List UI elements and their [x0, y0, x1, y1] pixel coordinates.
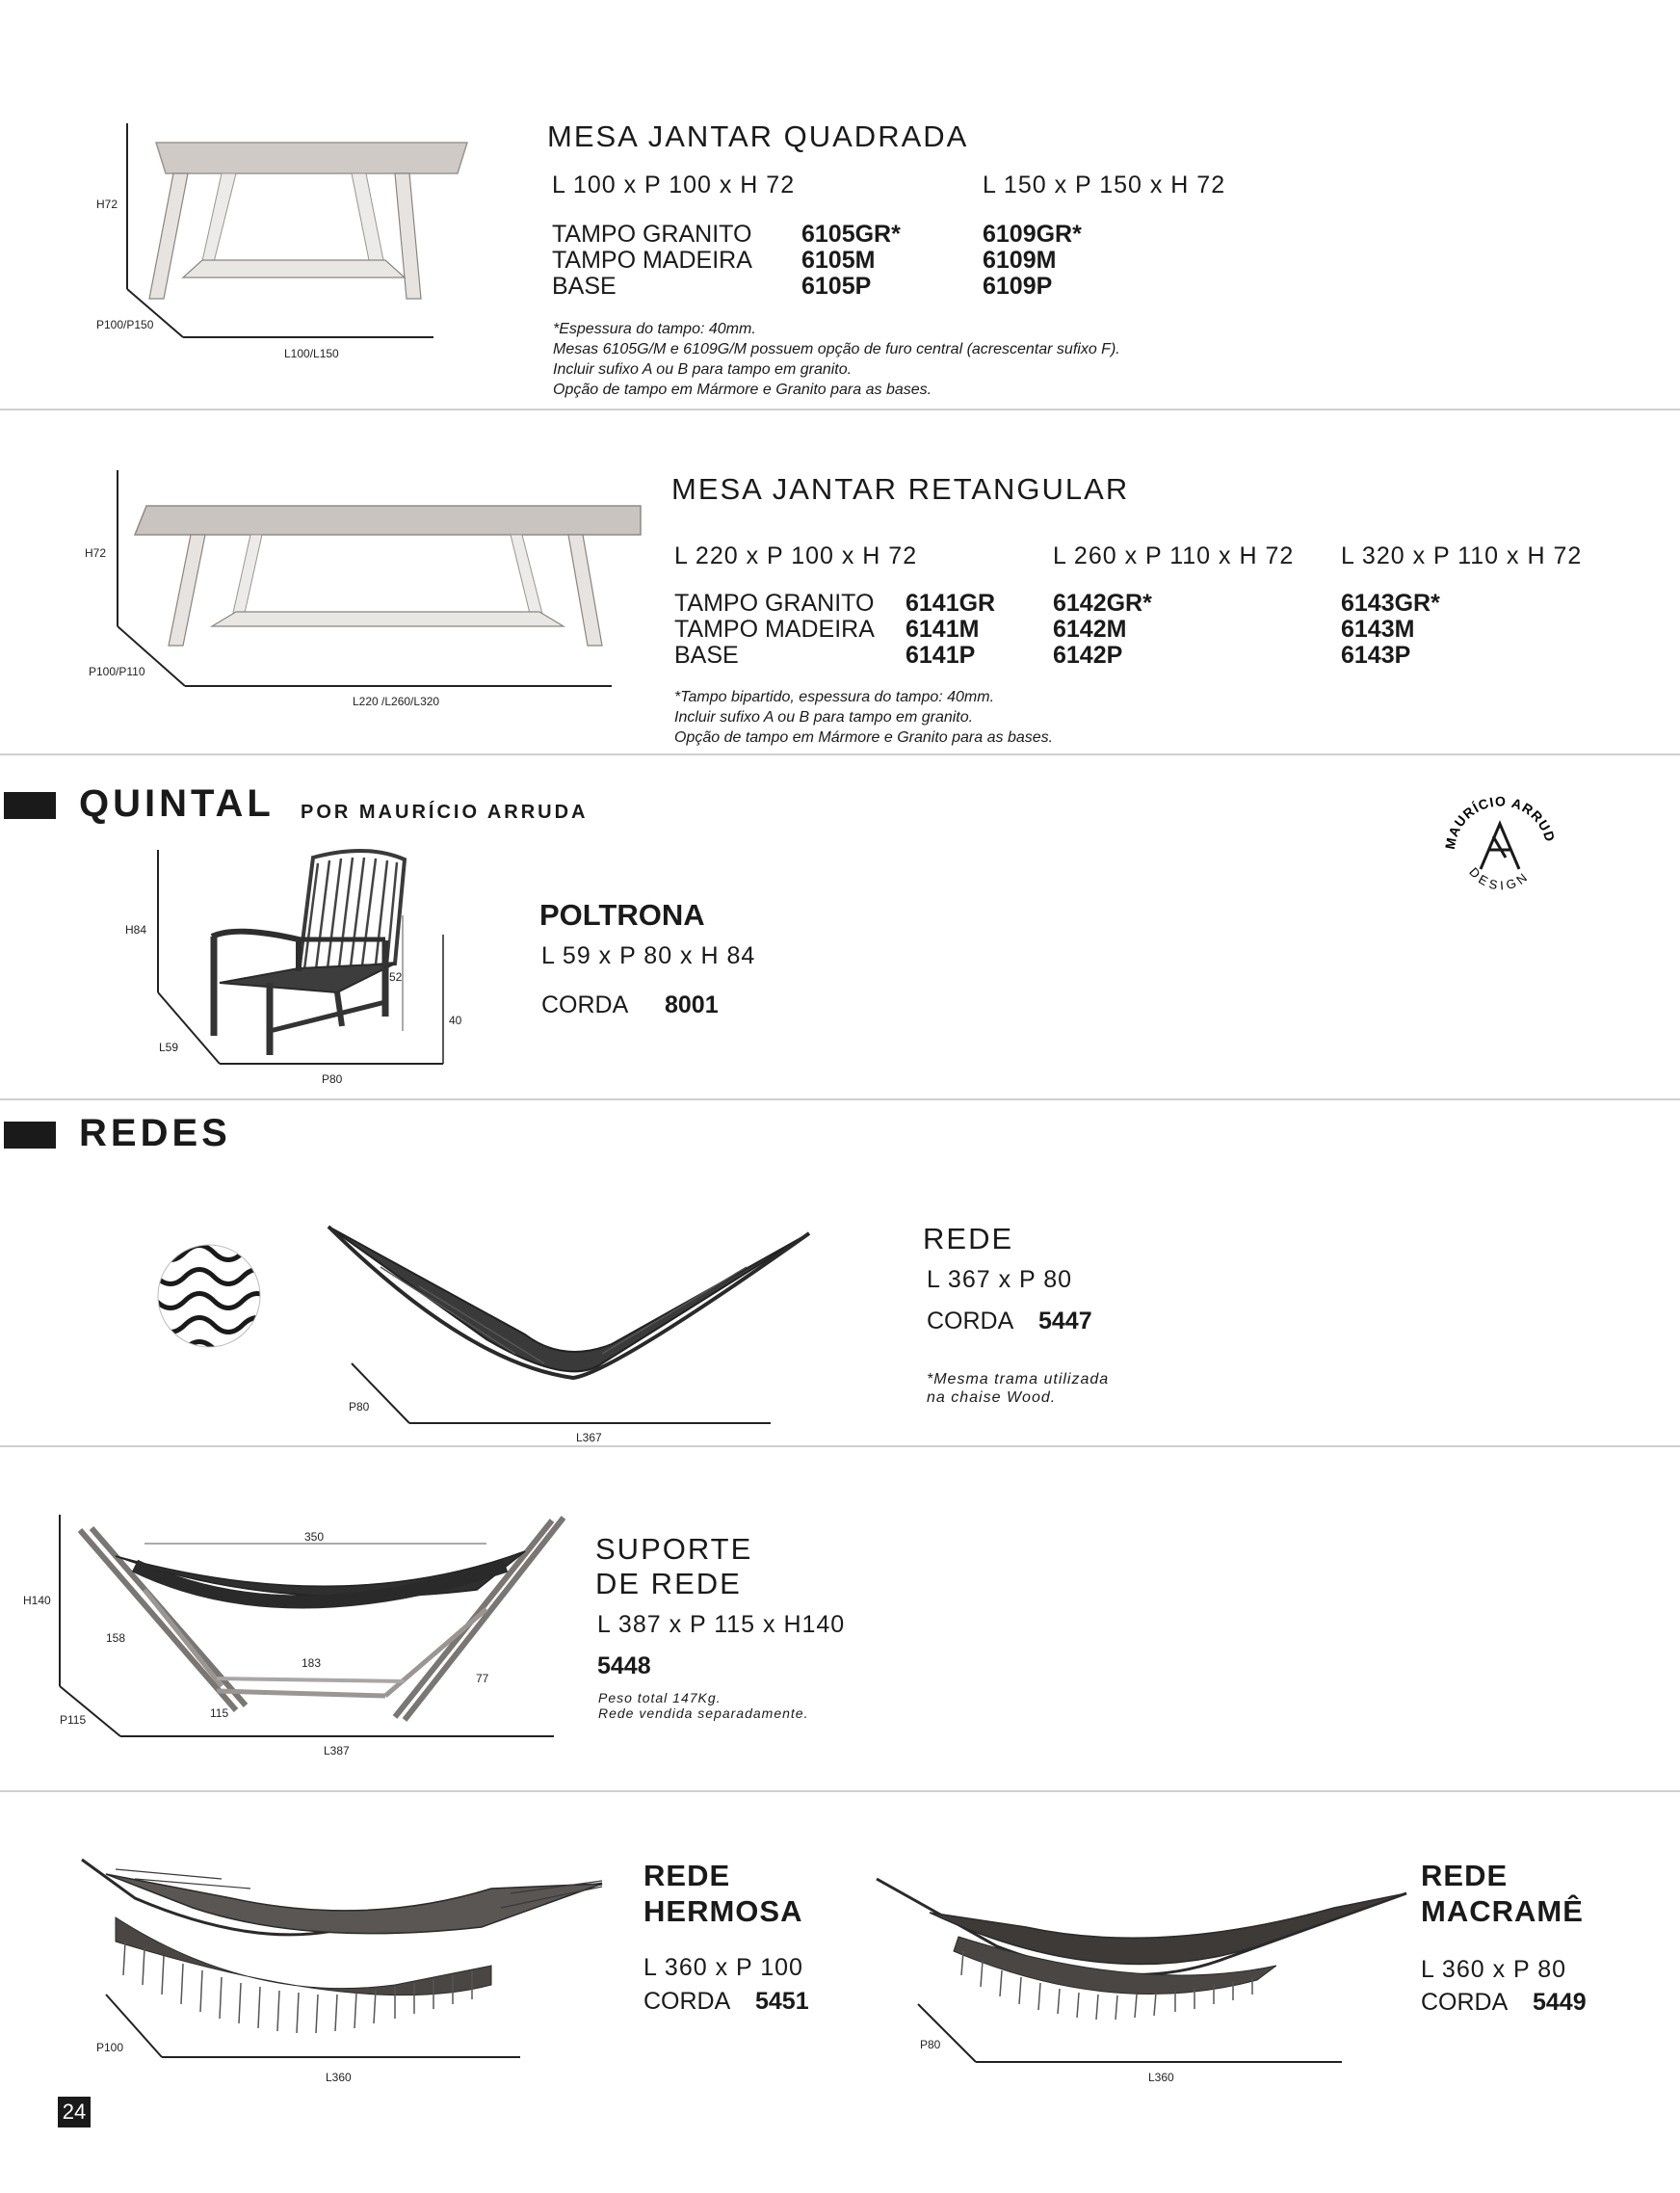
dim-length: L387: [324, 1744, 350, 1757]
code-base: 6105P: [801, 273, 872, 300]
code-base: 6143P: [1341, 642, 1411, 669]
svg-text:DESIGN: [1466, 864, 1533, 893]
notes: [598, 1690, 808, 1721]
hermosa-drawing: [77, 1850, 617, 2072]
code-base: 6109P: [983, 273, 1053, 300]
notes: [553, 319, 1120, 400]
title-line-2: DE REDE: [595, 1567, 742, 1600]
page-number: 24: [58, 2097, 91, 2127]
code-granito: 6143GR*: [1341, 590, 1440, 617]
code-column-c: [1341, 591, 1440, 669]
note-line: Peso total 147Kg.: [598, 1690, 722, 1705]
product-title: [595, 1532, 752, 1601]
size-option-1: L 100 x P 100 x H 72: [552, 172, 796, 198]
notes: [927, 1370, 1109, 1407]
designer-credit: POR MAURÍCIO ARRUDA: [301, 802, 589, 823]
label-tampo-granito: TAMPO GRANITO: [674, 590, 875, 617]
note-line: Mesas 6105G/M e 6109G/M possuem opção de furo central (acrescentar sufixo F).: [553, 341, 1120, 357]
dim-middle: 183: [302, 1656, 322, 1670]
dim-length: L360: [1148, 2071, 1174, 2084]
note-line: Incluir sufixo A ou B para tampo em granito.: [674, 709, 974, 726]
product-title: POLTRONA: [539, 898, 705, 932]
dim-depth: P100/P150: [96, 318, 154, 331]
code-granito: 6141GR: [906, 590, 996, 617]
code-madeira: 6143M: [1341, 616, 1415, 643]
label-base: BASE: [674, 642, 739, 669]
label-tampo-madeira: TAMPO MADEIRA: [674, 616, 875, 643]
label-column: [552, 222, 752, 300]
section-title: QUINTAL: [79, 782, 275, 825]
dim-foot: 115: [210, 1706, 229, 1720]
dim-height: H72: [96, 198, 118, 211]
note-line: *Mesma trama utilizada: [927, 1371, 1110, 1387]
dim-height: H140: [23, 1594, 51, 1607]
dim-width: L59: [159, 1041, 179, 1054]
product-title: REDE: [923, 1222, 1014, 1255]
code-base: 6141P: [906, 642, 976, 669]
note-line: *Espessura do tampo: 40mm.: [553, 321, 756, 337]
material-label: CORDA: [927, 1308, 1014, 1334]
dim-length: L360: [326, 2071, 352, 2084]
product-title: [1421, 1858, 1584, 1929]
title-line-1: REDE: [1421, 1859, 1509, 1892]
product-size: L 360 x P 100: [643, 1954, 803, 1981]
code-madeira: 6109M: [983, 247, 1057, 274]
title-line-1: SUPORTE: [595, 1532, 753, 1566]
material-label: CORDA: [541, 991, 629, 1018]
code-granito: 6142GR*: [1053, 590, 1152, 617]
divider: [0, 1445, 1680, 1447]
product-size: L 367 x P 80: [927, 1266, 1073, 1293]
label-column: [674, 591, 875, 669]
divider: [0, 409, 1680, 410]
product-code: 5448: [597, 1652, 651, 1679]
mesa-retangular-drawing: [77, 462, 655, 703]
logo-text: MAURÍCIO ARRUDA: [1434, 778, 1559, 851]
dim-length: L367: [576, 1431, 602, 1444]
code-column-a: [906, 591, 995, 669]
dim-length: L100/L150: [284, 347, 339, 360]
dim-leg: 77: [476, 1672, 489, 1685]
dim-length: L220 /L260/L320: [353, 695, 440, 708]
dim-height: H72: [85, 546, 107, 560]
dim-height: H84: [125, 923, 147, 937]
suporte-drawing: [53, 1513, 592, 1744]
product-size: L 387 x P 115 x H140: [597, 1611, 846, 1638]
dim-depth: P115: [60, 1713, 87, 1727]
dim-arm-height: 40: [449, 1014, 462, 1027]
product-code: 5451: [755, 1988, 809, 2015]
dim-depth: P80: [920, 2038, 941, 2051]
product-title: MESA JANTAR RETANGULAR: [671, 472, 1130, 506]
code-granito: 6109GR*: [983, 221, 1082, 248]
size-option-1: L 220 x P 100 x H 72: [674, 542, 918, 569]
divider: [0, 1098, 1680, 1100]
dim-depth: P80: [349, 1400, 370, 1414]
material-label: CORDA: [643, 1988, 731, 2015]
note-line: Rede vendida separadamente.: [598, 1705, 809, 1721]
section-title: REDES: [79, 1112, 231, 1154]
code-column-b: [1053, 591, 1152, 669]
section-marker: [4, 1122, 56, 1149]
code-madeira: 6105M: [801, 247, 876, 274]
label-tampo-madeira: TAMPO MADEIRA: [552, 247, 752, 274]
product-title: [643, 1858, 802, 1929]
rede-drawing: [323, 1219, 824, 1431]
code-base: 6142P: [1053, 642, 1123, 669]
section-marker: [4, 792, 56, 819]
divider: [0, 753, 1680, 755]
note-line: Opção de tampo em Mármore e Granito para as bases.: [674, 729, 1054, 746]
product-code: 8001: [665, 991, 719, 1018]
note-line: Opção de tampo em Mármore e Granito para as bases.: [553, 382, 932, 398]
note-line: *Tampo bipartido, espessura do tampo: 40mm.: [674, 689, 995, 705]
code-column-b: [983, 222, 1082, 300]
title-line-1: REDE: [643, 1859, 731, 1892]
rope-texture-swatch: [156, 1243, 262, 1349]
code-madeira: 6142M: [1053, 616, 1127, 643]
dim-side: 158: [106, 1631, 126, 1645]
poltrona-drawing: [144, 848, 482, 1079]
product-title: MESA JANTAR QUADRADA: [547, 119, 969, 153]
code-granito: 6105GR*: [801, 221, 901, 248]
product-size: L 360 x P 80: [1421, 1956, 1567, 1983]
size-option-2: L 150 x P 150 x H 72: [983, 172, 1226, 198]
dim-seat-height: 52: [389, 970, 403, 984]
note-line: na chaise Wood.: [927, 1389, 1057, 1406]
product-size: L 59 x P 80 x H 84: [541, 942, 756, 969]
dim-top-span: 350: [304, 1530, 325, 1544]
material-label: CORDA: [1421, 1989, 1509, 2016]
divider: [0, 1790, 1680, 1792]
notes: [674, 687, 1053, 748]
size-option-2: L 260 x P 110 x H 72: [1053, 542, 1295, 569]
label-tampo-granito: TAMPO GRANITO: [552, 221, 752, 248]
code-madeira: 6141M: [906, 616, 980, 643]
product-code: 5449: [1533, 1989, 1587, 2016]
dim-depth: P80: [322, 1072, 343, 1086]
title-line-2: HERMOSA: [643, 1894, 803, 1928]
label-base: BASE: [552, 273, 617, 300]
macrame-drawing: [872, 1860, 1411, 2072]
title-line-2: MACRAMÊ: [1421, 1894, 1584, 1928]
logo-subtext: DESIGN: [1466, 864, 1534, 893]
dim-depth: P100/P110: [89, 665, 145, 678]
dim-depth: P100: [96, 2041, 124, 2054]
designer-logo: [1434, 778, 1565, 906]
product-code: 5447: [1038, 1308, 1092, 1334]
note-line: Incluir sufixo A ou B para tampo em granito.: [553, 361, 853, 378]
code-column-a: [801, 222, 901, 300]
size-option-3: L 320 x P 110 x H 72: [1341, 542, 1583, 569]
